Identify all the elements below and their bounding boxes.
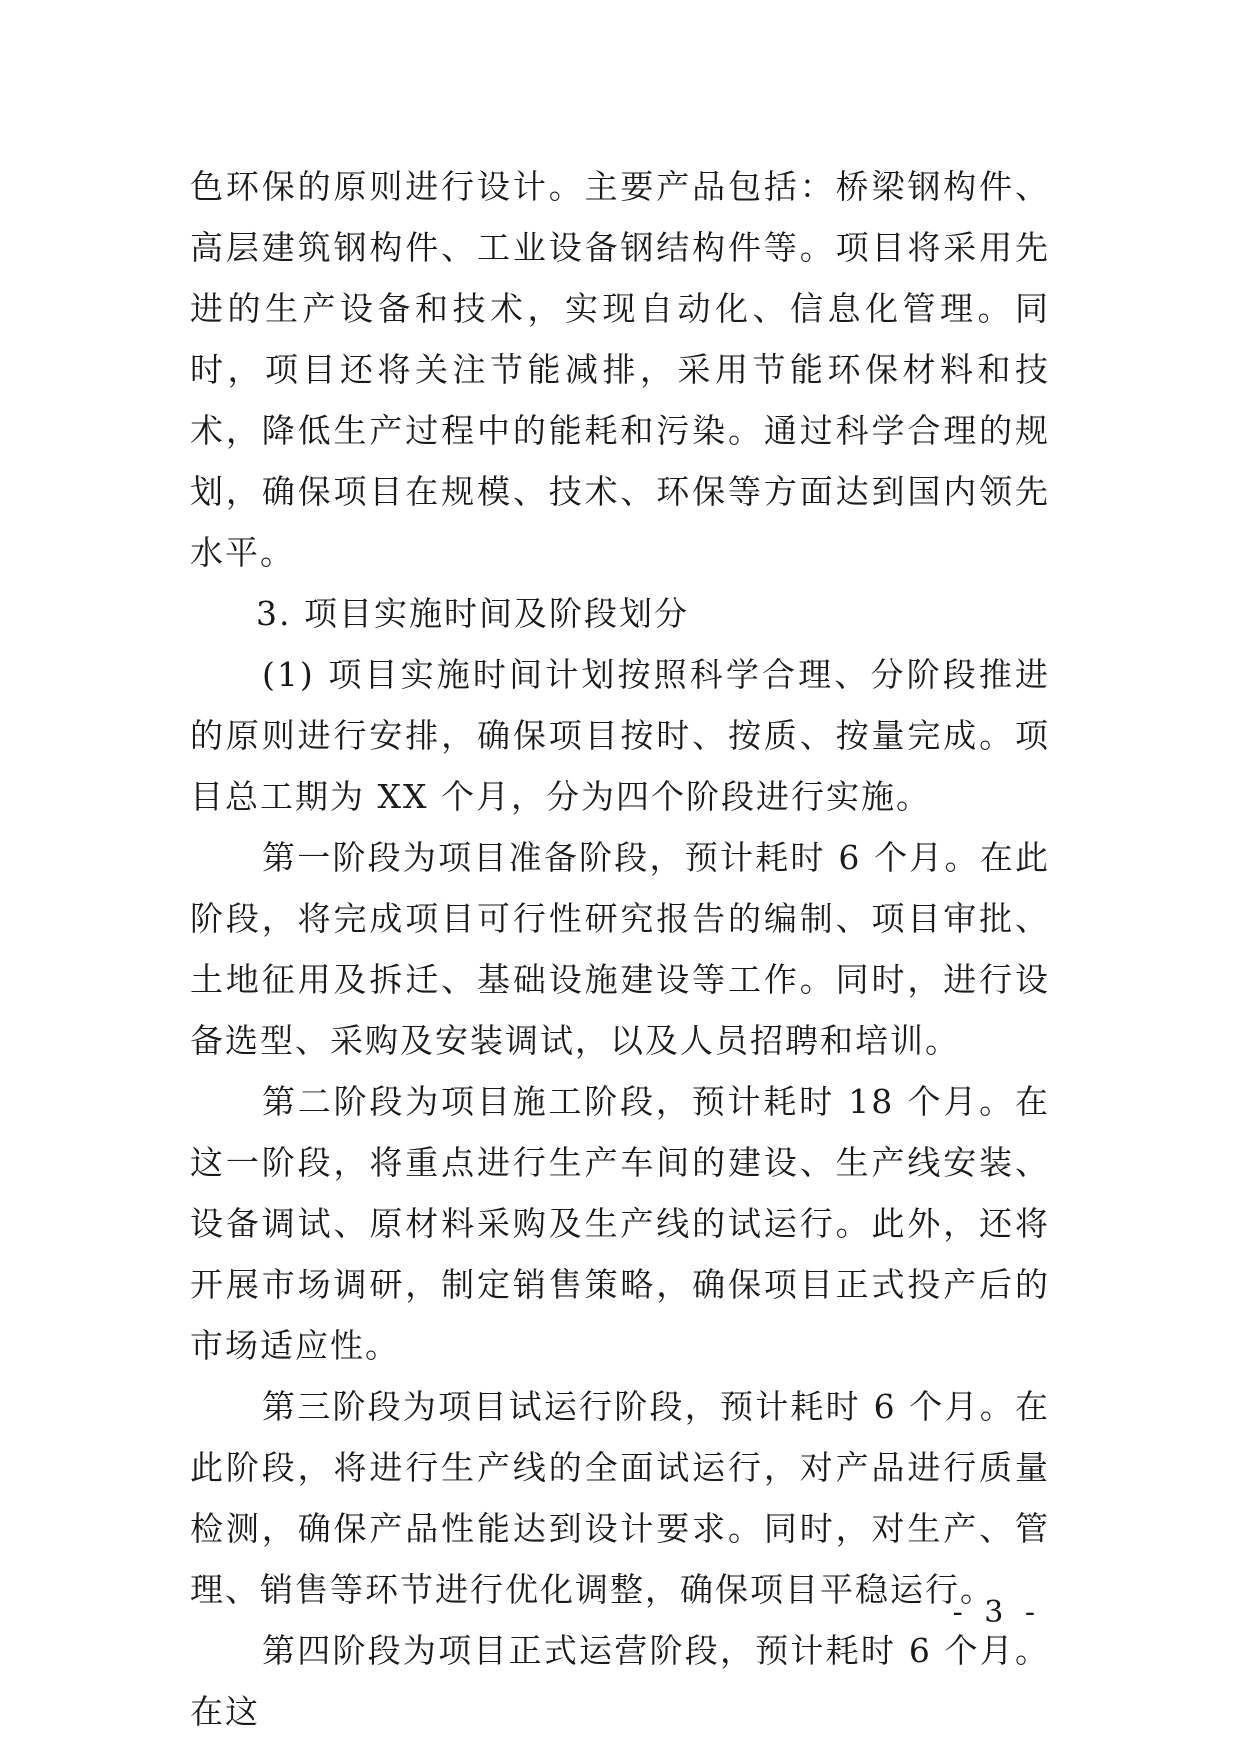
document-body — [190, 156, 1050, 1742]
paragraph-stage-1: 第一阶段为项目准备阶段，预计耗时 6 个月。在此阶段，将完成项目可行性研究报告的编制、项目审批、土地征用及拆迁、基础设施建设等工作。同时，进行设备选型、采购及安装调试，以及人员招聘和培训。 — [190, 838, 1050, 1060]
paragraph-stage-4: 第四阶段为项目正式运营阶段，预计耗时 6 个月。在这 — [190, 1631, 1050, 1731]
paragraph-stage-2: 第二阶段为项目施工阶段，预计耗时 18 个月。在这一阶段，将重点进行生产车间的建设、生产线安装、设备调试、原材料采购及生产线的试运行。此外，还将开展市场调研，制定销售策略，确保项目正式投产后的市场适应性。 — [190, 1082, 1050, 1365]
paragraph-schedule-intro: (1) 项目实施时间计划按照科学合理、分阶段推进的原则进行安排，确保项目按时、按质、按量完成。项目总工期为 XX 个月，分为四个阶段进行实施。 — [190, 655, 1050, 816]
section-heading: 3. 项目实施时间及阶段划分 — [256, 594, 689, 633]
page-number: - 3 - — [952, 1595, 1041, 1630]
paragraph-continuation: 色环保的原则进行设计。主要产品包括：桥梁钢构件、高层建筑钢构件、工业设备钢结构件等。项目将采用先进的生产设备和技术，实现自动化、信息化管理。同时，项目还将关注节能减排，采用节能环保材料和技术，降低生产过程中的能耗和污染。通过科学合理的规划，确保项目在规模、技术、环保等方面达到国内领先水平。 — [190, 167, 1050, 572]
paragraph-stage-3: 第三阶段为项目试运行阶段，预计耗时 6 个月。在此阶段，将进行生产线的全面试运行，对产品进行质量检测，确保产品性能达到设计要求。同时，对生产、管理、销售等环节进行优化调整，确保项目平稳运行。 — [190, 1387, 1050, 1609]
